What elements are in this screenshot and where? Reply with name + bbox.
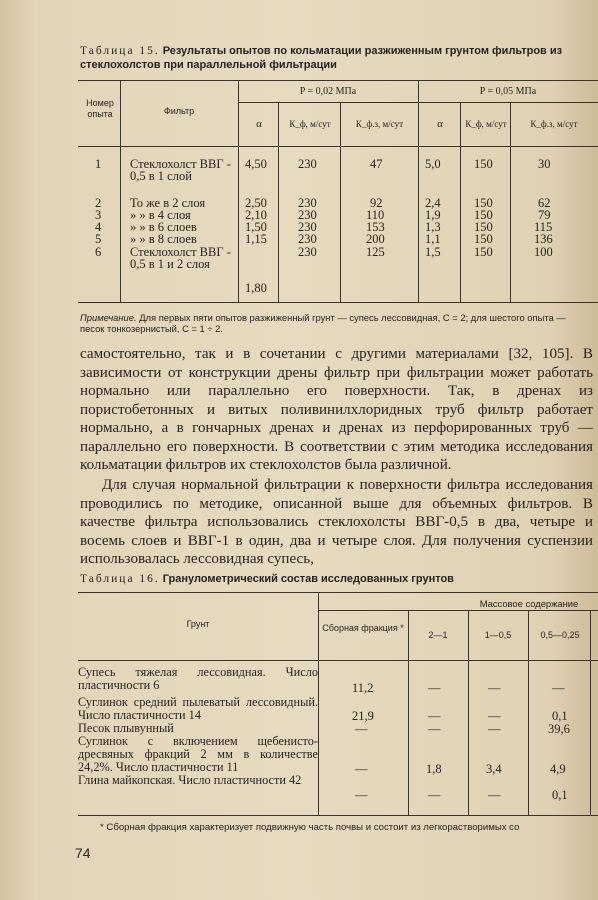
table-cell: 150 [474,196,493,210]
table-cell: — [355,722,368,736]
table-cell: — [488,722,501,736]
table-cell: 230 [298,208,317,222]
table-cell: 62 [538,196,551,210]
table-cell: 92 [370,196,383,210]
table-cell: 3,4 [486,762,502,776]
table-cell: 11,2 [352,681,374,695]
col-header-2-1: 2—1 [428,630,448,640]
table-cell: 200 [366,232,385,246]
table-cell: 2,50 [245,196,267,210]
soil-name: Суглинок с включением щебенисто-дресвяных фракций 2 мм в количестве 24,2%. Число пластичности 11 [78,734,318,774]
table-cell: — [552,681,565,695]
table-cell: 30 [538,157,551,171]
table-cell: — [355,762,368,776]
table-cell: 136 [534,232,553,246]
table-cell: 230 [298,196,317,210]
table-cell: — [428,709,441,723]
table-cell: 230 [298,220,317,234]
page-number: 74 [75,845,91,861]
table-cell: 3 [95,208,102,222]
table-cell: — [488,709,501,723]
paragraph-2: Для случая нормальной фильтрации к поверхности фильтра исследования проводились по методике, описанной выше для объемных фильтров. В качестве фильтра использовались стеклохолсты ВВГ-0,5 в два, четыре и восемь слоев и ВВГ-1 в один, два и четыре слоя. Для получения суспензии использовалась лессовидная супесь, [80,477,593,567]
table-cell: 2,10 [245,208,267,222]
table-cell: » » в 4 слоя [130,208,191,222]
table-cell: 110 [366,208,385,222]
table-cell: 1,50 [245,220,267,234]
paragraph-1: самостоятельно, так и в сочетании с другими материалами [32, 105]. В зависимости от конструкции дрены фильтр при фильтрации может работать нормально или параллельно его поверхности. Так, в дренах из пористобетонных и витых поливинилхлоридных труб фильтр работает нормально, а в гончарных дренах и дренах из перфорированных труб — параллельно его поверхности. В соответствии с этим методика исследования кольматации фильтров их стеклохолстов была различной. [80,346,593,473]
col-header-mass: Массовое содержание [479,598,579,609]
col-header-05-025: 0,5—0,25 [540,630,580,640]
table-cell: Стеклохолст ВВГ - 0,5 в 1 слой [130,157,231,183]
table-cell: 79 [538,208,551,222]
table-cell: 5 [95,232,102,246]
table-cell: 5,0 [425,157,441,171]
table-cell: 1 [95,157,102,171]
col-header-1-05: 1—0,5 [484,630,512,640]
soil-name: Глина майкопская. Число пластичности 42 [78,773,302,787]
table-cell: 1,80 [245,281,267,295]
table-cell: 1,3 [425,220,441,234]
col-header-soil: Грунт [186,619,210,629]
table-cell: 1,5 [425,245,441,259]
table-cell: » » в 6 слоев [130,220,197,234]
table-cell: — [488,788,501,802]
table-cell: 100 [534,245,553,259]
soil-name: Суглинок средний пылеватый лессовидный. Число пластичности 14 [78,695,318,722]
col-header-p2: P = 0,05 МПа [479,86,537,97]
table-cell: — [428,681,441,695]
table-cell: 1,1 [425,232,441,246]
table-cell: 1,8 [426,762,442,776]
table-cell: 4,9 [550,762,566,776]
table-row [78,666,318,692]
col-header-filter: Фильтр [163,106,195,116]
note-label: Примечание. [80,312,137,323]
table-cell: Стеклохолст ВВГ - 0,5 в 1 и 2 слоя [130,245,231,271]
table-cell: 0,1 [552,788,568,802]
table-cell: 2,4 [425,196,441,210]
table-cell: — [355,788,368,802]
table-cell: 0,1 [552,709,568,723]
table15-caption [80,44,595,72]
table-cell: — [488,681,501,695]
table-cell: 150 [474,245,493,259]
col-header-kf-2: К_ф, м/сут [465,119,507,129]
table-cell: 150 [474,157,493,171]
table-cell: 230 [298,245,317,259]
table16-title: Гранулометрический состав исследованных грунтов [162,573,454,585]
table-cell: 1,15 [245,232,267,246]
note-text: Для первых пяти опытов разжиженный грунт — супесь лессовидная, C = 2; для шестого опыта — песок тонкозернистый, C = 1 ÷ 2. [80,312,566,334]
col-header-kfz-2: К_ф.з, м/сут [530,119,578,129]
table-cell: 2 [95,196,102,210]
table-cell: То же в 2 слоя [130,196,206,210]
table15-label: Таблица 15. [80,45,160,57]
col-header-alpha-2: α [437,118,443,130]
table-row [78,735,318,774]
col-header-fraction: Сборная фракция * [322,623,404,633]
table-cell: — [428,722,441,736]
table15-note [80,312,592,334]
table-row [78,696,318,722]
col-header-p1: P = 0,02 МПа [299,86,357,97]
col-header-alpha-1: α [256,118,262,130]
table-cell: 150 [474,232,493,246]
table15-title: Результаты опытов по кольматации разжиженным грунтом фильтров из стеклохолстов при параллельной фильтрации [80,45,563,71]
table16-footnote: * Сборная фракция характеризует подвижную часть почвы и состоит из легкорастворимых со [100,822,520,833]
table-cell: » » в 8 слоев [130,232,197,246]
table-cell: 39,6 [548,722,570,736]
table16-label: Таблица 16. [80,573,160,585]
table-cell: 4 [95,220,102,234]
col-header-kf-1: К_ф, м/сут [289,119,331,129]
table-cell: 21,9 [352,709,374,723]
table-cell: 115 [534,220,553,234]
table-cell: 150 [474,208,493,222]
table-cell: 125 [366,245,385,259]
col-header-kfz-1: К_ф.з, м/сут [355,119,404,129]
table-cell: 150 [474,220,493,234]
table-cell: 230 [298,157,317,171]
table-cell: 4,50 [245,157,267,171]
table16-caption [80,573,595,585]
table-cell: 6 [95,245,102,259]
table-cell: — [428,788,441,802]
table-cell: 1,9 [425,208,441,222]
table-cell: 230 [298,232,317,246]
table-cell: 47 [370,157,383,171]
soil-name: Супесь тяжелая лессовидная. Число пластичности 6 [78,665,318,692]
soil-name: Песок плывунный [78,721,174,735]
table-cell: 153 [366,220,385,234]
col-header-num: Номер опыта [86,98,114,119]
table-row [78,774,318,787]
